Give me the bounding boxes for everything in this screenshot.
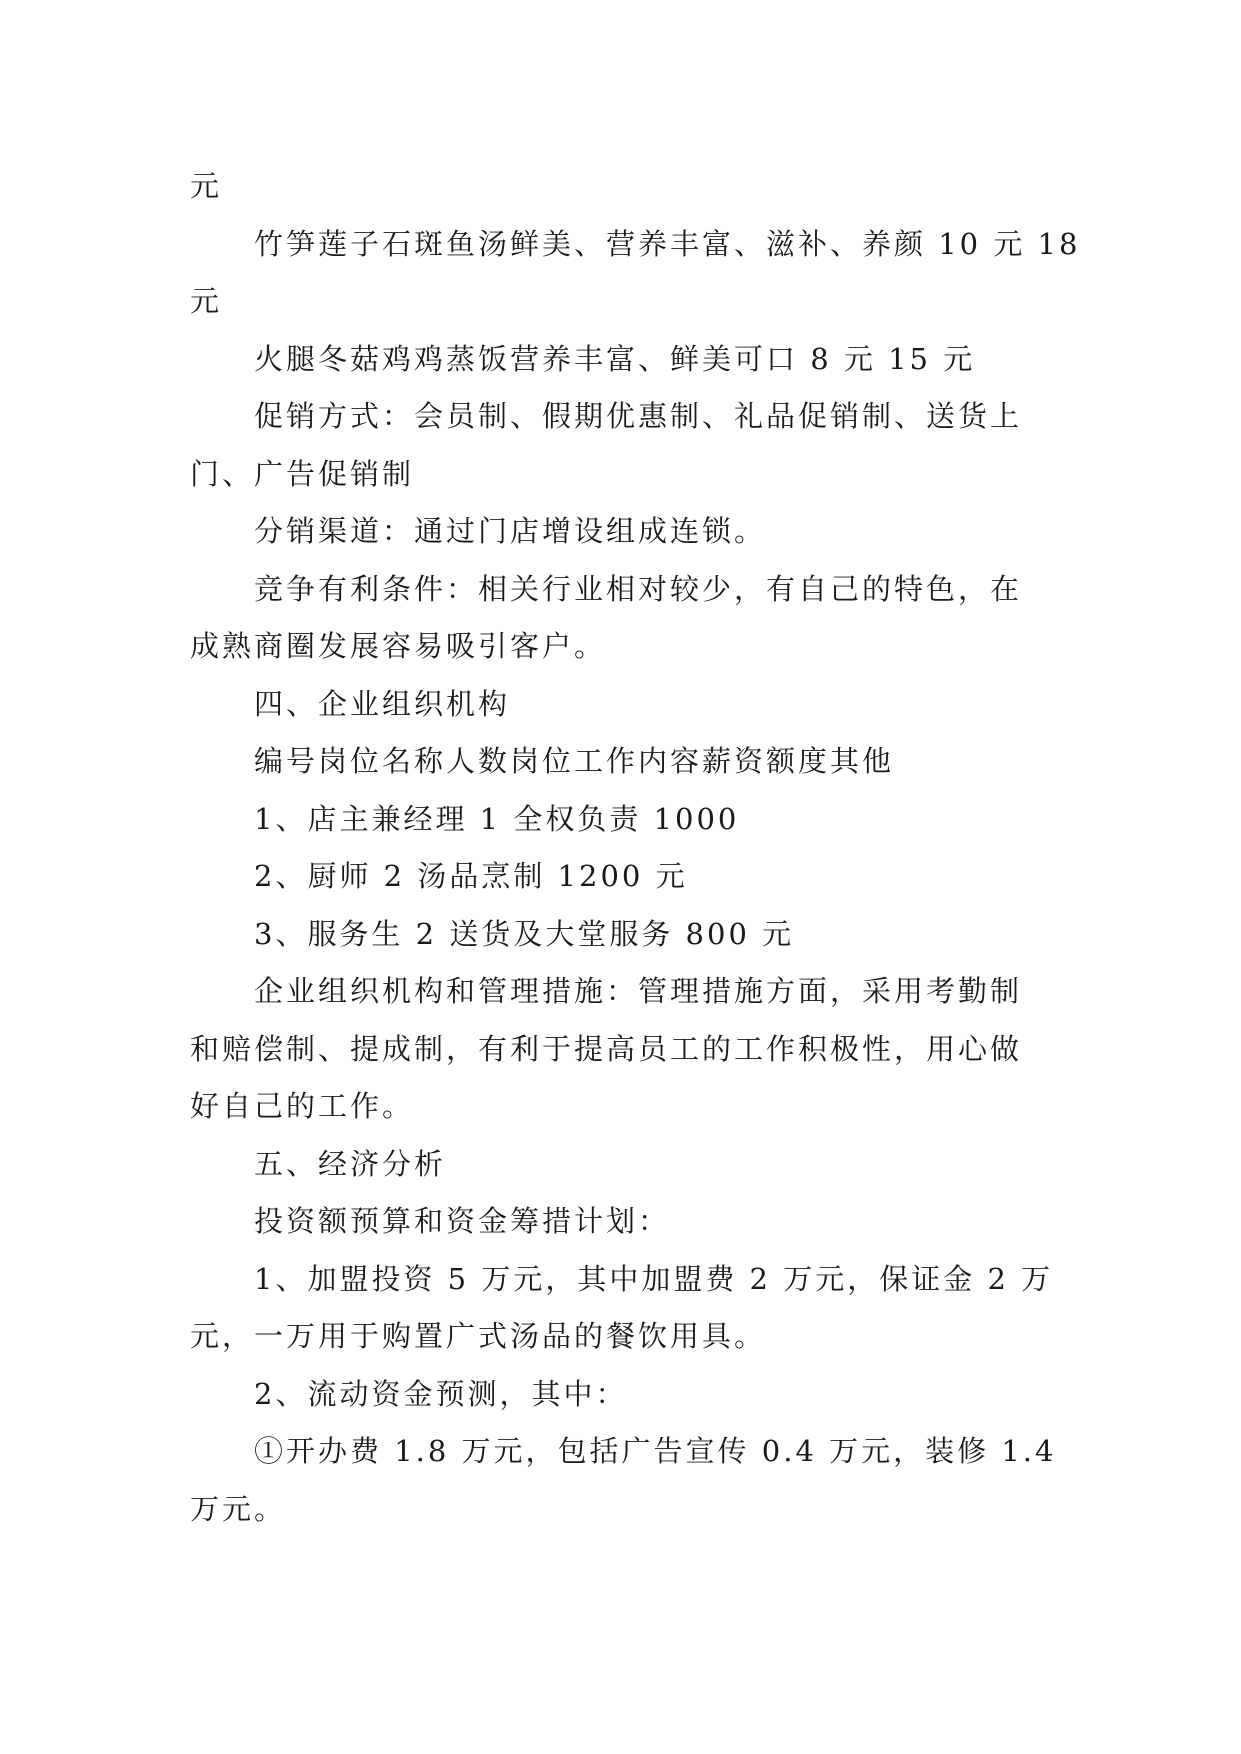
text-line: 万元。 xyxy=(190,1491,287,1526)
section-heading: 四、企业组织机构 xyxy=(254,686,511,721)
table-header-line: 编号岗位名称人数岗位工作内容薪资额度其他 xyxy=(254,744,895,778)
text-line: 和赔偿制、提成制，有利于提高员工的工作积极性，用心做 xyxy=(190,1031,1023,1066)
text-line: 投资额预算和资金筹措计划： xyxy=(254,1204,671,1238)
text-line: 元，一万用于购置广式汤品的餐饮用具。 xyxy=(190,1319,767,1353)
text-line: 成熟商圈发展容易吸引客户。 xyxy=(190,629,607,663)
table-row-line: 2、厨师 2 汤品烹制 1200 元 xyxy=(254,859,688,893)
text-line: 1、加盟投资 5 万元，其中加盟费 2 万元，保证金 2 万 xyxy=(254,1261,1054,1296)
text-line: 促销方式：会员制、假期优惠制、礼品促销制、送货上 xyxy=(254,399,1023,433)
text-line: 竹笋莲子石斑鱼汤鲜美、营养丰富、滋补、养颜 10 元 18 xyxy=(254,226,1081,261)
text-line: 门、广告促销制 xyxy=(190,456,415,491)
text-line: 竞争有利条件：相关行业相对较少，有自己的特色，在 xyxy=(254,571,1023,606)
text-line: 2、流动资金预测，其中： xyxy=(254,1376,628,1411)
text-line: 火腿冬菇鸡鸡蒸饭营养丰富、鲜美可口 8 元 15 元 xyxy=(254,341,976,376)
text-line: 分销渠道：通过门店增设组成连锁。 xyxy=(254,514,767,548)
text-line: 好自己的工作。 xyxy=(190,1089,415,1123)
text-line: 元 xyxy=(190,169,223,203)
section-heading: 五、经济分析 xyxy=(254,1146,447,1181)
document-body xyxy=(190,158,1081,1538)
text-line: 元 xyxy=(190,284,223,318)
table-row-line: 1、店主兼经理 1 全权负责 1000 xyxy=(254,801,740,836)
text-line: 企业组织机构和管理措施：管理措施方面，采用考勤制 xyxy=(254,974,1023,1008)
table-row-line: 3、服务生 2 送货及大堂服务 800 元 xyxy=(254,916,795,951)
text-line: ①开办费 1.8 万元，包括广告宣传 0.4 万元，装修 1.4 xyxy=(254,1434,1057,1468)
